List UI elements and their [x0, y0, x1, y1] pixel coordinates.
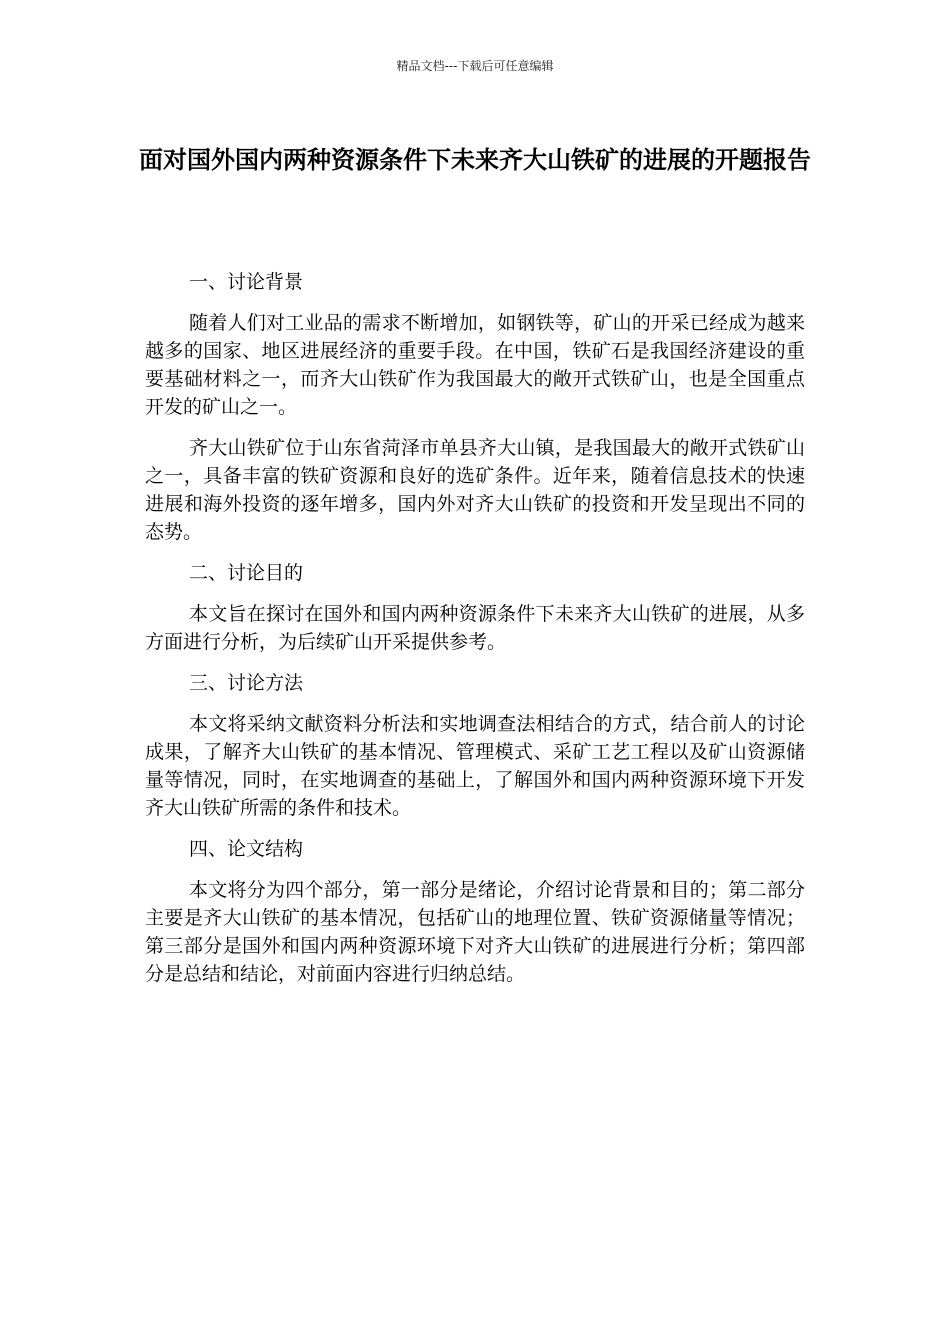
paragraph: 本文旨在探讨在国外和国内两种资源条件下未来齐大山铁矿的进展，从多方面进行分析，为后续矿山开采提供参考。 [145, 603, 805, 653]
paragraph: 随着人们对工业品的需求不断增加，如钢铁等，矿山的开采已经成为越来越多的国家、地区进展经济的重要手段。在中国，铁矿石是我国经济建设的重要基础材料之一，而齐大山铁矿作为我国最大的敞开式铁矿山，也是全国重点开发的矿山之一。 [145, 312, 805, 418]
paragraph: 本文将分为四个部分，第一部分是绪论，介绍讨论背景和目的；第二部分主要是齐大山铁矿的基本情况，包括矿山的地理位置、铁矿资源储量等情况；第三部分是国外和国内两种资源环境下对齐大山铁矿的进展进行分析；第四部分是总结和结论，对前面内容进行归纳总结。 [145, 879, 805, 985]
section-heading: 四、论文结构 [189, 838, 304, 860]
document-body [145, 268, 805, 1001]
section-heading: 三、讨论方法 [189, 672, 304, 694]
section-heading: 一、讨论背景 [189, 271, 304, 293]
document-title: 面对国外国内两种资源条件下未来齐大山铁矿的进展的开题报告 [139, 146, 811, 174]
section-method [145, 669, 805, 822]
section-purpose [145, 559, 805, 656]
section-structure [145, 835, 805, 988]
section-background [145, 268, 805, 546]
paragraph: 齐大山铁矿位于山东省菏泽市单县齐大山镇，是我国最大的敞开式铁矿山之一，具备丰富的铁矿资源和良好的选矿条件。近年来，随着信息技术的快速进展和海外投资的逐年增多，国内外对齐大山铁矿的投资和开发呈现出不同的态势。 [145, 437, 805, 543]
header-note: 精品文档---下载后可任意编辑 [396, 59, 554, 73]
paragraph: 本文将采纳文献资料分析法和实地调查法相结合的方式，结合前人的讨论成果，了解齐大山铁矿的基本情况、管理模式、采矿工艺工程以及矿山资源储量等情况，同时，在实地调查的基础上，了解国外和国内两种资源环境下开发齐大山铁矿所需的条件和技术。 [145, 713, 805, 819]
section-heading: 二、讨论目的 [189, 562, 304, 584]
